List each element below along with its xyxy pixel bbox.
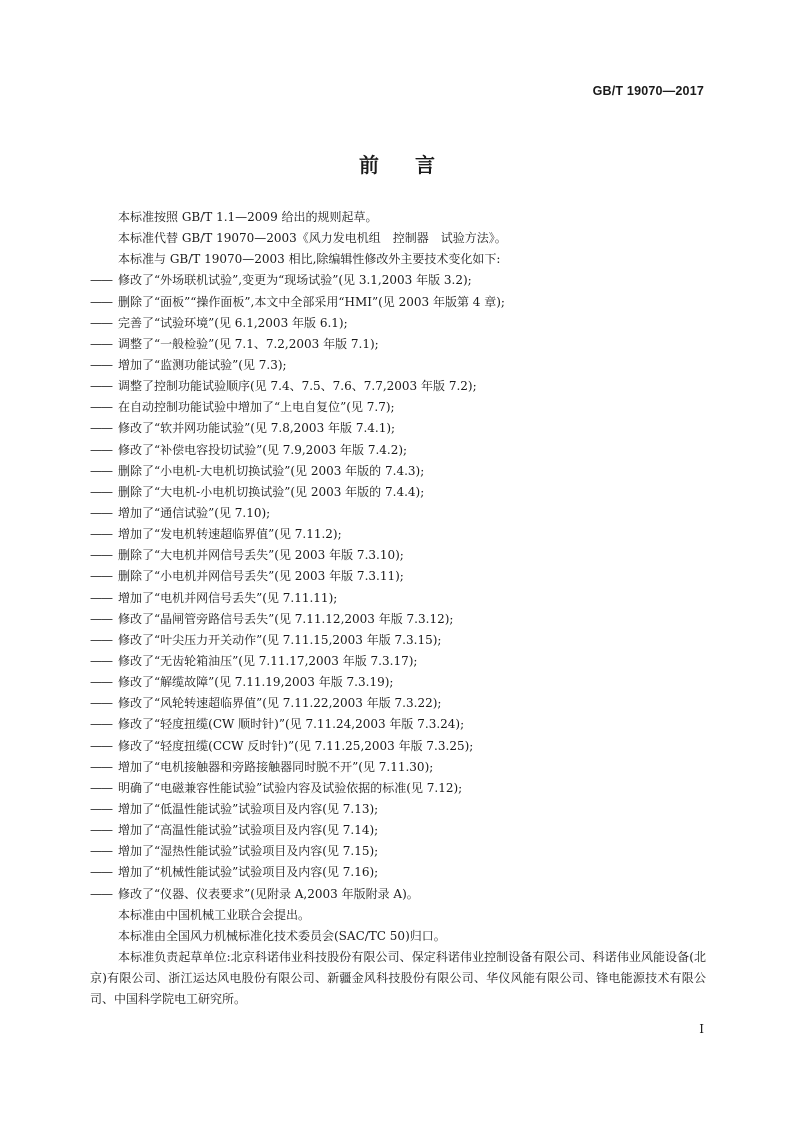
change-item-text: 增加了“高温性能试验”试验项目及内容(见 7.14);: [118, 823, 379, 838]
change-item: [90, 461, 706, 482]
change-item-text: 调整了控制功能试验顺序(见 7.4、7.5、7.6、7.7,2003 年版 7.2);: [118, 379, 477, 394]
change-item: [90, 630, 706, 651]
change-item-text: 明确了“电磁兼容性能试验”试验内容及试验依据的标准(见 7.12);: [118, 780, 463, 795]
change-item: [90, 862, 706, 883]
change-item-text: 删除了“大电机并网信号丢失”(见 2003 年版 7.3.10);: [118, 548, 404, 563]
change-item-text: 删除了“小电机并网信号丢失”(见 2003 年版 7.3.11);: [118, 569, 404, 584]
change-item: [90, 672, 706, 693]
dash-marker: ——: [90, 611, 112, 626]
change-item-text: 修改了“解缆故障”(见 7.11.19,2003 年版 7.3.19);: [118, 675, 394, 690]
change-item: [90, 524, 706, 545]
change-item-text: 增加了“电机并网信号丢失”(见 7.11.11);: [118, 590, 338, 605]
change-item: [90, 440, 706, 461]
dash-marker: ——: [90, 379, 112, 394]
dash-marker: ——: [90, 421, 112, 436]
intro-line: 本标准按照 GB/T 1.1—2009 给出的规则起草。: [118, 210, 378, 224]
dash-marker: ——: [90, 273, 112, 288]
change-item: [90, 778, 706, 799]
change-item: [90, 270, 706, 291]
dash-marker: ——: [90, 357, 112, 372]
change-item: [90, 820, 706, 841]
dash-marker: ——: [90, 505, 112, 520]
dash-marker: ——: [90, 717, 112, 732]
drafting-units-paragraph: 本标准负责起草单位:北京科诺伟业科技股份有限公司、保定科诺伟业控制设备有限公司、科诺伟业风能设备(北京)有限公司、浙江运达风电股份有限公司、新疆金风科技股份有限公司、华仪风能有限公司、锋电能源技术有限公司、中国科学院电工研究所。: [90, 949, 706, 1007]
dash-marker: ——: [90, 590, 112, 605]
change-item: [90, 482, 706, 503]
standard-code: GB/T 19070—2017: [592, 84, 704, 98]
foreword-body: [90, 207, 706, 1010]
change-item-text: 增加了“监测功能试验”(见 7.3);: [118, 357, 287, 372]
change-item-text: 增加了“湿热性能试验”试验项目及内容(见 7.15);: [118, 844, 379, 859]
change-item: [90, 588, 706, 609]
dash-marker: ——: [90, 823, 112, 838]
change-item-text: 调整了“一般检验”(见 7.1、7.2,2003 年版 7.1);: [118, 336, 379, 351]
change-item-text: 完善了“试验环境”(见 6.1,2003 年版 6.1);: [118, 315, 348, 330]
change-item: [90, 418, 706, 439]
change-item-text: 修改了“无齿轮箱油压”(见 7.11.17,2003 年版 7.3.17);: [118, 653, 418, 668]
change-item-text: 修改了“叶尖压力开关动作”(见 7.11.15,2003 年版 7.3.15);: [118, 632, 442, 647]
change-item: [90, 545, 706, 566]
change-item: [90, 503, 706, 524]
change-item: [90, 841, 706, 862]
dash-marker: ——: [90, 463, 112, 478]
change-item-text: 修改了“软并网功能试验”(见 7.8,2003 年版 7.4.1);: [118, 421, 396, 436]
change-item-text: 删除了“大电机-小电机切换试验”(见 2003 年版的 7.4.4);: [118, 484, 425, 499]
change-item: [90, 376, 706, 397]
change-item-text: 增加了“通信试验”(见 7.10);: [118, 505, 271, 520]
dash-marker: ——: [90, 400, 112, 415]
change-item: [90, 313, 706, 334]
change-item-text: 在自动控制功能试验中增加了“上电自复位”(见 7.7);: [118, 400, 395, 415]
change-item: [90, 799, 706, 820]
change-item: [90, 714, 706, 735]
change-item-text: 修改了“仪器、仪表要求”(见附录 A,2003 年版附录 A)。: [118, 886, 419, 901]
change-item: [90, 757, 706, 778]
dash-marker: ——: [90, 759, 112, 774]
dash-marker: ——: [90, 801, 112, 816]
page-title: 前言: [359, 153, 471, 177]
change-item-text: 修改了“补偿电容投切试验”(见 7.9,2003 年版 7.4.2);: [118, 442, 408, 457]
change-item: [90, 651, 706, 672]
dash-marker: ——: [90, 675, 112, 690]
dash-marker: ——: [90, 315, 112, 330]
dash-marker: ——: [90, 780, 112, 795]
page-number: I: [699, 1022, 704, 1036]
change-item: [90, 397, 706, 418]
change-item-text: 修改了“晶闸管旁路信号丢失”(见 7.11.12,2003 年版 7.3.12);: [118, 611, 454, 626]
dash-marker: ——: [90, 696, 112, 711]
change-item-text: 修改了“轻度扭缆(CCW 反时针)”(见 7.11.25,2003 年版 7.3.25);: [118, 738, 474, 753]
dash-marker: ——: [90, 865, 112, 880]
change-item-text: 删除了“小电机-大电机切换试验”(见 2003 年版的 7.4.3);: [118, 463, 425, 478]
dash-marker: ——: [90, 336, 112, 351]
change-item: [90, 884, 706, 905]
dash-marker: ——: [90, 527, 112, 542]
intro-line: 本标准代替 GB/T 19070—2003《风力发电机组 控制器 试验方法》。: [118, 231, 507, 246]
dash-marker: ——: [90, 442, 112, 457]
changes-list: [90, 270, 706, 904]
dash-marker: ——: [90, 886, 112, 901]
change-item-text: 增加了“电机接触器和旁路接触器同时脱不开”(见 7.11.30);: [118, 759, 434, 774]
dash-marker: ——: [90, 548, 112, 563]
change-item: [90, 566, 706, 587]
change-item-text: 删除了“面板”“操作面板”,本文中全部采用“HMI”(见 2003 年版第 4 章);: [118, 294, 505, 309]
dash-marker: ——: [90, 294, 112, 309]
change-item-text: 增加了“发电机转速超临界值”(见 7.11.2);: [118, 527, 342, 542]
change-item: [90, 693, 706, 714]
change-item-text: 修改了“风轮转速超临界值”(见 7.11.22,2003 年版 7.3.22);: [118, 696, 442, 711]
dash-marker: ——: [90, 844, 112, 859]
change-item: [90, 292, 706, 313]
dash-marker: ——: [90, 632, 112, 647]
dash-marker: ——: [90, 569, 112, 584]
dash-marker: ——: [90, 484, 112, 499]
change-item: [90, 609, 706, 630]
change-item: [90, 334, 706, 355]
change-item-text: 修改了“轻度扭缆(CW 顺时针)”(见 7.11.24,2003 年版 7.3.24);: [118, 717, 465, 732]
change-item-text: 增加了“低温性能试验”试验项目及内容(见 7.13);: [118, 801, 379, 816]
dash-marker: ——: [90, 738, 112, 753]
change-item-text: 修改了“外场联机试验”,变更为“现场试验”(见 3.1,2003 年版 3.2);: [118, 273, 472, 288]
closing-line: 本标准由中国机械工业联合会提出。: [118, 907, 311, 922]
dash-marker: ——: [90, 653, 112, 668]
change-item: [90, 355, 706, 376]
intro-line: 本标准与 GB/T 19070—2003 相比,除编辑性修改外主要技术变化如下:: [118, 252, 501, 267]
closing-line: 本标准由全国风力机械标准化技术委员会(SAC/TC 50)归口。: [118, 928, 446, 943]
change-item: [90, 736, 706, 757]
change-item-text: 增加了“机械性能试验”试验项目及内容(见 7.16);: [118, 865, 379, 880]
